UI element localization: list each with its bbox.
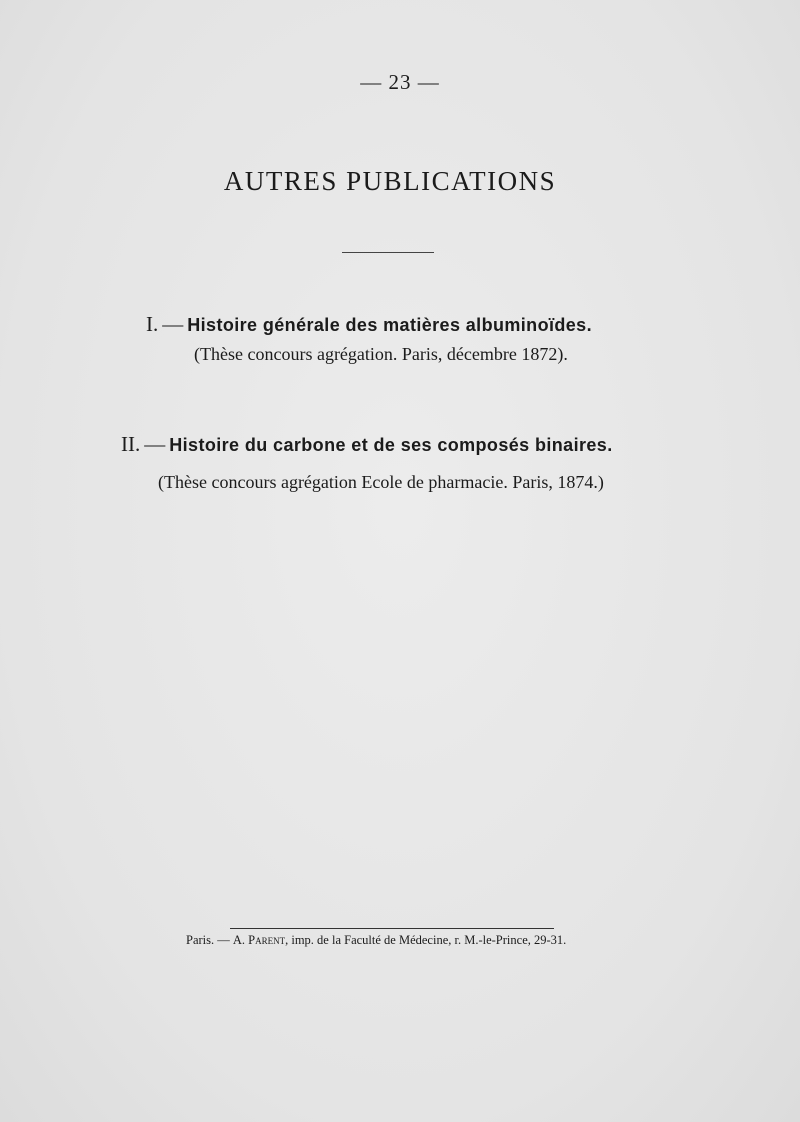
publication-numeral: I. <box>146 312 159 336</box>
imprint-dash: — <box>217 933 230 947</box>
imprint-divider <box>230 928 554 929</box>
title-divider <box>342 252 434 253</box>
printer-imprint <box>186 933 566 948</box>
publication-numeral: II. <box>121 432 141 456</box>
section-title: AUTRES PUBLICATIONS <box>223 166 557 196</box>
imprint-details: imp. de la Faculté de Médecine, r. M.-le-Prince, 29-31. <box>291 933 567 947</box>
publication-title: Histoire du carbone et de ses composés binaires. <box>169 435 613 455</box>
publication-note: (Thèse concours agrégation. Paris, décembre 1872). <box>194 344 568 364</box>
publication-heading <box>121 432 613 457</box>
publication-note: (Thèse concours agrégation Ecole de pharmacie. Paris, 1874.) <box>158 472 604 492</box>
publication-dash: — <box>144 432 166 456</box>
imprint-printer: A. Parent, <box>232 933 289 947</box>
publication-title: Histoire générale des matières albuminoïdes. <box>187 315 592 335</box>
publication-heading <box>146 312 592 337</box>
page-number: — 23 — <box>360 70 440 94</box>
publication-dash: — <box>162 312 184 336</box>
imprint-city: Paris. <box>186 933 215 947</box>
